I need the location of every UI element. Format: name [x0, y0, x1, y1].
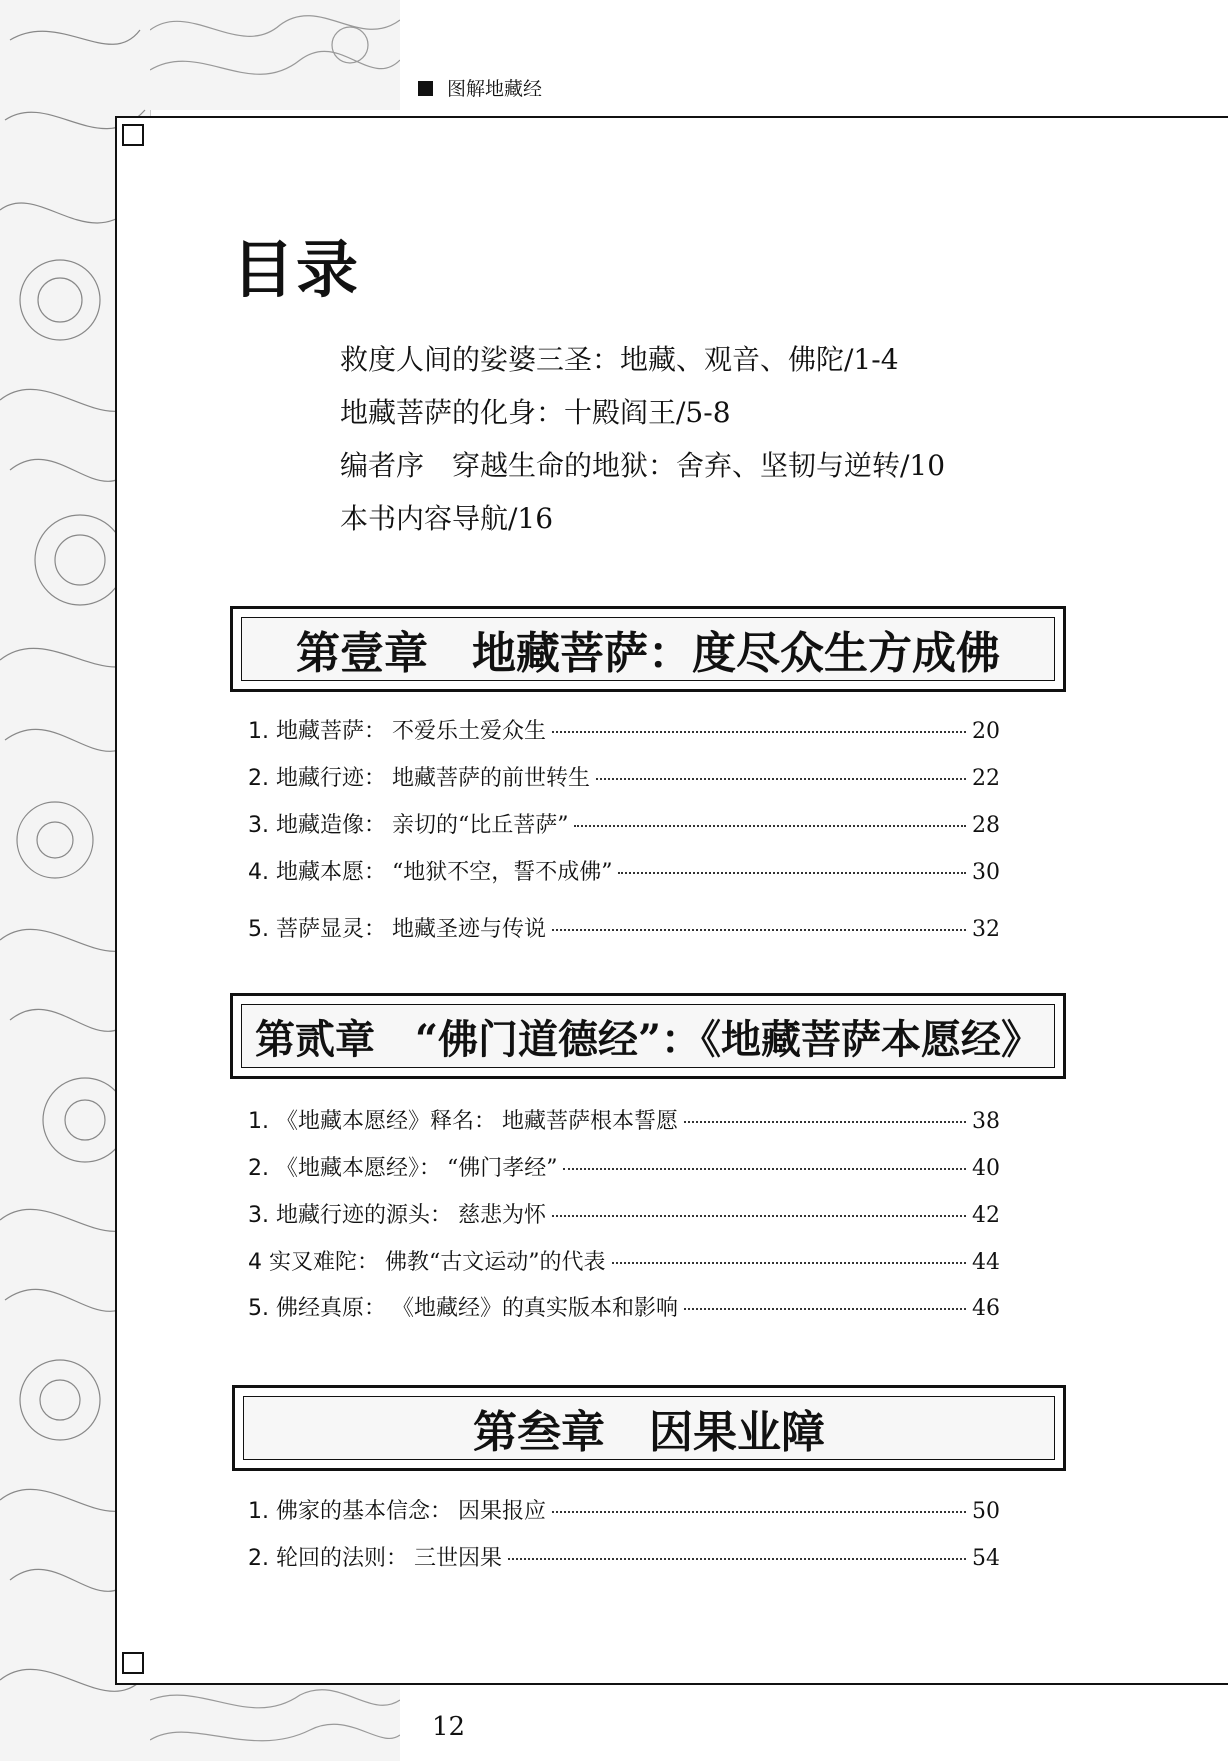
square-bullet-icon	[418, 81, 433, 96]
entry-subtitle: 三世因果	[413, 1546, 502, 1571]
dot-leader	[596, 778, 966, 780]
entry-subtitle: 《地藏经》的真实版本和影响	[391, 1296, 678, 1321]
chapter-title: 第贰章 “佛门道德经”：《地藏菩萨本愿经》	[241, 1004, 1055, 1068]
entry-page-number: 28	[972, 813, 1000, 838]
toc-entry	[248, 1104, 1000, 1135]
chapter-title: 第壹章 地藏菩萨：度尽众生方成佛	[241, 617, 1055, 681]
toc-intro-list	[340, 338, 945, 550]
toc-entry	[248, 808, 1000, 839]
toc-intro-item: 本书内容导航/16	[340, 502, 554, 535]
entry-page-number: 32	[972, 917, 1000, 942]
frame-corner-ornament	[122, 124, 144, 146]
chapter-heading	[232, 1385, 1066, 1471]
entry-label: 3. 地藏行迹的源头：	[248, 1203, 452, 1228]
toc-entry	[248, 1291, 1000, 1322]
toc-entry	[248, 1198, 1000, 1229]
dot-leader	[612, 1262, 967, 1264]
entry-subtitle: 亲切的“比丘菩萨”	[391, 813, 569, 838]
dot-leader	[508, 1558, 966, 1560]
dot-leader	[684, 1308, 966, 1310]
toc-intro-item: 编者序 穿越生命的地狱：舍弃、坚韧与逆转/10	[340, 449, 946, 482]
chapter-title: 第叁章 因果业障	[243, 1396, 1055, 1460]
entry-subtitle: 地藏菩萨的前世转生	[391, 766, 590, 791]
toc-entry	[248, 1494, 1000, 1525]
page-number: 12	[432, 1712, 466, 1742]
entry-page-number: 44	[972, 1250, 1000, 1275]
dot-leader	[552, 929, 966, 931]
dot-leader	[618, 872, 966, 874]
entry-label: 4. 地藏本愿：	[248, 860, 386, 885]
entry-page-number: 42	[972, 1203, 1000, 1228]
toc-entry	[248, 714, 1000, 745]
entry-subtitle: 慈悲为怀	[457, 1203, 546, 1228]
toc-title: 目录	[232, 233, 361, 306]
dot-leader	[574, 825, 966, 827]
toc-intro-item: 救度人间的娑婆三圣：地藏、观音、佛陀/1-4	[340, 343, 899, 376]
entry-label: 2. 轮回的法则：	[248, 1546, 408, 1571]
running-title: 图解地藏经	[447, 78, 543, 100]
dot-leader	[552, 1215, 966, 1217]
entry-subtitle: 佛教“古文运动”的代表	[385, 1250, 606, 1275]
toc-intro-item: 地藏菩萨的化身：十殿阎王/5-8	[340, 396, 731, 429]
entry-label: 1. 地藏菩萨：	[248, 719, 386, 744]
entry-page-number: 40	[972, 1156, 1000, 1181]
entry-page-number: 20	[972, 719, 1000, 744]
entry-label: 2. 《地藏本愿经》：	[248, 1156, 441, 1181]
entry-page-number: 54	[972, 1546, 1000, 1571]
entry-label: 1. 《地藏本愿经》释名：	[248, 1109, 496, 1134]
toc-entry	[248, 855, 1000, 886]
decorative-line-art-top	[150, 0, 400, 110]
entry-label: 5. 菩萨显灵：	[248, 917, 386, 942]
dot-leader	[552, 1511, 966, 1513]
toc-entry	[248, 912, 1000, 943]
entry-page-number: 46	[972, 1296, 1000, 1321]
entry-label: 3. 地藏造像：	[248, 813, 386, 838]
entry-label: 2. 地藏行迹：	[248, 766, 386, 791]
chapter-heading	[230, 993, 1066, 1079]
chapter-heading	[230, 606, 1066, 692]
entry-page-number: 22	[972, 766, 1000, 791]
toc-entry	[248, 1541, 1000, 1572]
entry-page-number: 38	[972, 1109, 1000, 1134]
dot-leader	[684, 1121, 966, 1123]
dot-leader	[552, 731, 966, 733]
running-header	[418, 74, 542, 101]
toc-entry	[248, 1245, 1000, 1276]
entry-subtitle: “地狱不空，誓不成佛”	[391, 860, 613, 885]
toc-entry	[248, 761, 1000, 792]
toc-entry	[248, 1151, 1000, 1182]
entry-subtitle: “佛门孝经”	[446, 1156, 558, 1181]
entry-subtitle: 地藏菩萨根本誓愿	[501, 1109, 678, 1134]
entry-subtitle: 地藏圣迹与传说	[391, 917, 546, 942]
entry-label: 4 实叉难陀：	[248, 1250, 379, 1275]
entry-label: 1. 佛家的基本信念：	[248, 1499, 452, 1524]
frame-corner-ornament	[122, 1652, 144, 1674]
entry-label: 5. 佛经真原：	[248, 1296, 386, 1321]
entry-subtitle: 因果报应	[457, 1499, 546, 1524]
entry-page-number: 50	[972, 1499, 1000, 1524]
entry-page-number: 30	[972, 860, 1000, 885]
dot-leader	[563, 1168, 966, 1170]
entry-subtitle: 不爱乐土爱众生	[391, 719, 546, 744]
decorative-line-art-bottom	[150, 1680, 400, 1761]
